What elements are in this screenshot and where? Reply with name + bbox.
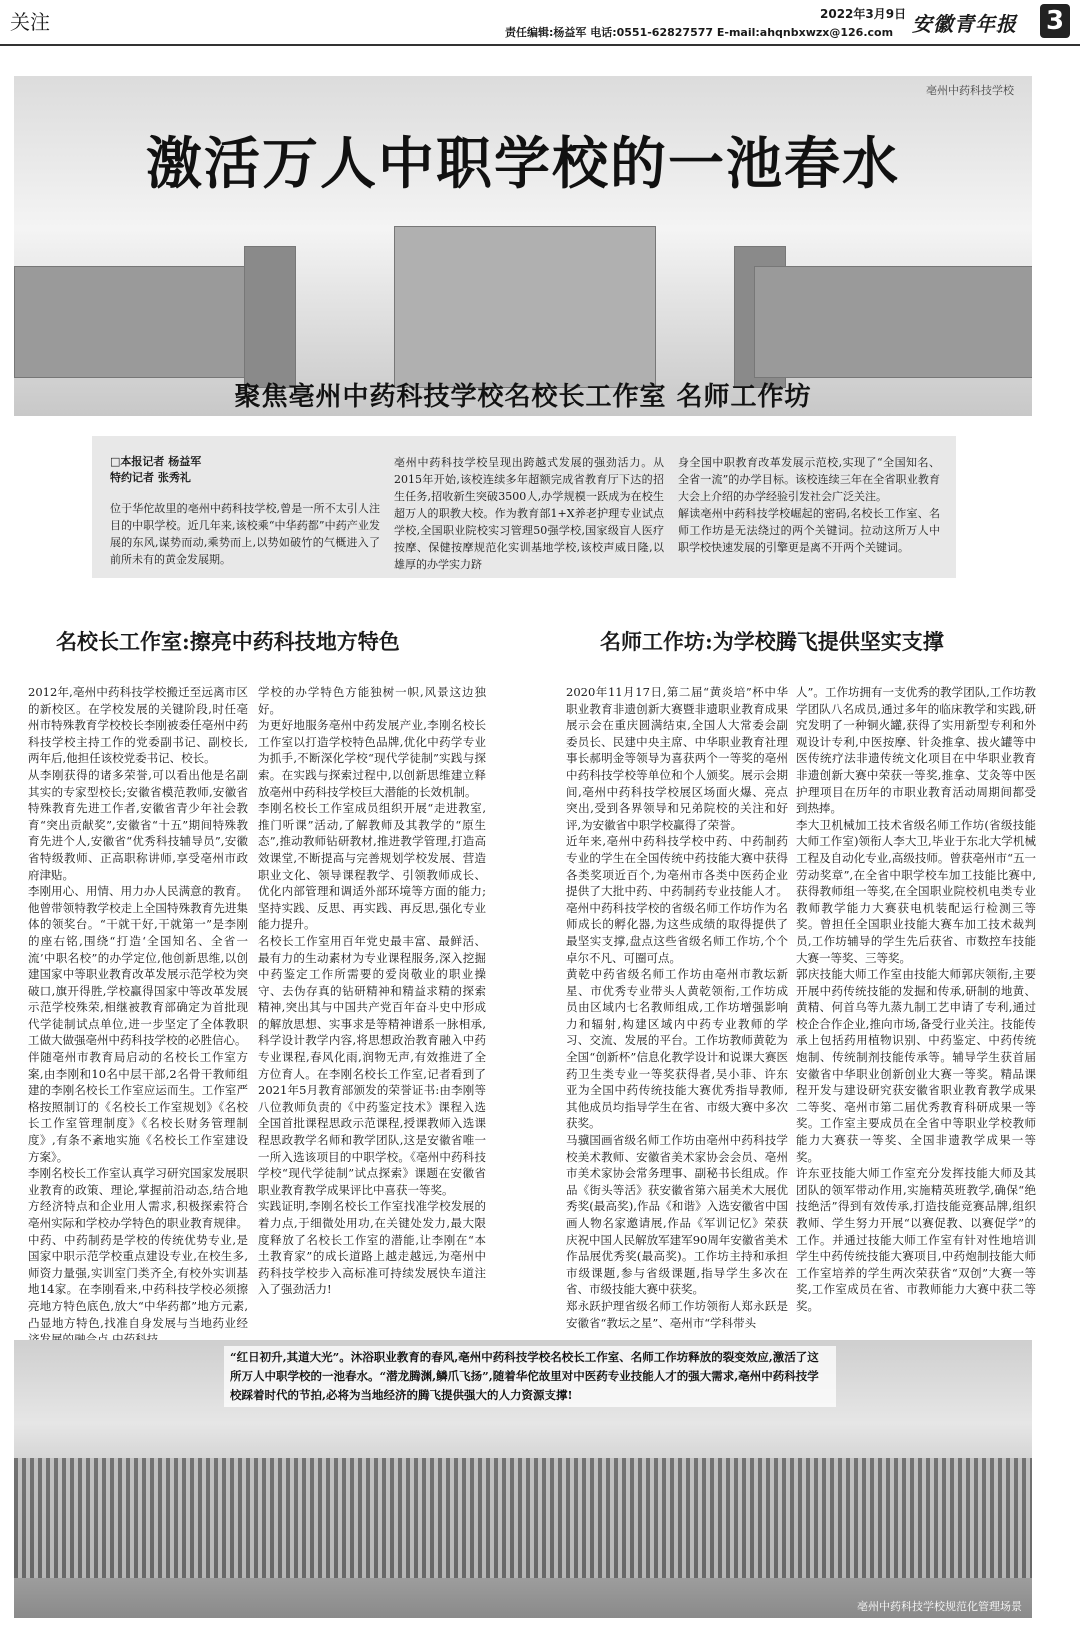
editor-line: 责任编辑:杨益军 电话:0551-62827577 E-mail:ahqnbxwzx@126.com	[505, 26, 894, 39]
gate-left	[244, 246, 296, 388]
student-crowd	[14, 1458, 1032, 1578]
left-heading: 名校长工作室:擦亮中药科技地方特色	[56, 629, 400, 654]
building-right	[754, 266, 1032, 378]
footer-caption: “红日初升,其道大光”。沐浴职业教育的春风,亳州中药科技学校名校长工作室、名师工作坊释放的裂变效应,激活了这所万人中职学校的一池春水。“潜龙腾渊,鳞爪飞扬”,随着华佗故里对中医药专业技能人才的强大需求,亳州中药科技学校踩着时代的节拍,必将为当地经济的腾飞提供强大的人力资源支撑!	[224, 1346, 836, 1407]
main-subtitle: 聚焦亳州中药科技学校名校长工作室 名师工作坊	[234, 382, 812, 412]
intro-col-3: 身全国中职教育改革发展示范校,实现了“全国知名、全省一流”的办学目标。该校连续三年在全省职业教育大会上介绍的办学经验引发社会广泛关注。 解读亳州中药科技学校崛起的密码,名校长工作室、名师工作坊是无法绕过的两个关键词。拉动这所万人中职学校快速发展的引擎更是离不开两个关键词。	[678, 456, 940, 554]
main-title: 激活万人中职学校的一池春水	[146, 131, 900, 197]
page-number: 3	[1040, 4, 1070, 38]
intro-col-2: 亳州中药科技学校呈现出跨越式发展的强劲活力。从2015年开始,该校连续多年超额完成省教育厅下达的招生任务,招收新生突破3500人,办学规模一跃成为在校生超万人的职教大校。作为教育部1+X养老护理专业试点学校,全国职业院校实习管理50强学校,国家级盲人医疗按摩、保健按摩规范化实训基地学校,该校声威日隆,以雄厚的办学实力跻	[394, 456, 664, 571]
left-col-2: 学校的办学特色方能独树一帜,风景这边独好。 为更好地服务亳州中药发展产业,李刚名校长工作室以打造学校特色品牌,优化中药学专业为抓手,不断深化学校“现代学徒制”实践与探索。在实践与探索过程中,以创新思维建立释放亳州中药科技学校巨大潜能的长效机制。 李刚名校长工作室成员组织开展“走进教室,推门听课”活动,了解教师及其教学的“原生态”,推动教师钻研教材,推进教学管理,打造高效课堂,不断提高与完善规划学校发展、营造职业文化、领导课程教学、引领教师成长、优化内部管理和调适外部环境等方面的能力;坚持实践、反思、再实践、再反思,强化专业能力提升。 名校长工作室用百年党史最丰富、最鲜活、最有力的生动素材为专业课程服务,深入挖掘中药鉴定工作所需要的爱岗敬业的职业操守、去伪存真的钻研精神和精益求精的探索精神,突出其与中国共产党百年奋斗史中形成的解放思想、实事求是等精神谱系一脉相承,科学设计教学内容,将思想政治教育融入中药专业课程,春风化雨,润物无声,有效推进了全方位育人。在李刚名校长工作室,记者看到了2021年5月教育部颁发的荣誉证书:由李刚等八位教师负责的《中药鉴定技术》课程入选全国首批课程思政示范课程,授课教师入选课程思政教学名师和教学团队,这是安徽省唯一一所入选该项目的中职学校。《亳州中药科技学校“现代学徒制”试点探索》课题在安徽省职业教育教学成果评比中喜获一等奖。 实践证明,李刚名校长工作室找准学校发展的着力点,于细微处用功,在关键处发力,最大限度释放了名校长工作室的潜能,让李刚在“本土教育家”的成长道路上越走越远,为亳州中药科技学校步入高标准可持续发展快车道注入了强劲活力!	[258, 685, 486, 1297]
section-label: 关注	[10, 10, 50, 34]
left-col-1: 2012年,亳州中药科技学校搬迁至远离市区的新校区。在学校发展的关键阶段,时任亳州市特殊教育学校校长李刚被委任亳州中药科技学校主持工作的党委副书记、副校长,两年后,他担任该校党委书记、校长。 从李刚获得的诸多荣誉,可以看出他是名副其实的专家型校长;安徽省模范教师,安徽省特殊教育先进工作者,安徽省青少年社会教育“突出贡献奖”,安徽省“十五”期间特殊教育先进个人,安徽省“优秀科技辅导员”,安徽省特级教师、正高职称讲师,享受亳州市政府津贴。 李刚用心、用情、用力办人民满意的教育。他曾带领特教学校走上全国特殊教育先进集体的领奖台。“干就干好,干就第一”是李刚的座右铭,围绕“打造‘全国知名、全省一流’中职名校”的办学定位,他创新思维,以创建国家中等职业教育改革发展示范学校为突破口,旗开得胜,学校赢得国家中等改革发展示范学校殊荣,相继被教育部确定为首批现代学徒制试点单位,进一步坚定了全体教职工做大做强亳州中药科技学校的必胜信心。 伴随亳州市教育局启动的名校长工作室方案,由李刚和10名中层干部,2名骨干教师组建的李刚名校长工作室应运而生。工作室严格按照制订的《名校长工作室规划》《名校长工作室管理制度》《名校长财务管理制度》,有条不紊地实施《名校长工作室建设方案》。 李刚名校长工作室认真学习研究国家发展职业教育的政策、理论,掌握前沿动态,结合地方经济特点和企业用人需求,积极探索符合亳州实际和学校办学特色的职业教育规律。中药、中药制药是学校的传统优势专业,是国家中职示范学校重点建设专业,在校生多,师资力量强,实训室门类齐全,有校外实训基地14家。在李刚看来,中药科技学校必须擦亮地方特色底色,放大“中华药都”地方元素,凸显地方特色,找准自身发展与当地药业经	[28, 685, 248, 1330]
main-building	[394, 226, 656, 388]
issue-date: 2022年3月9日	[820, 7, 907, 21]
right-col-2: 人”。工作坊拥有一支优秀的教学团队,工作坊教学团队八名成员,通过多年的临床教学和实践,研究发明了一种铜火罐,获得了实用新型专利和外观设计专利,中医按摩、针灸推拿、拔火罐等中医传统疗法非遗传统文化项目在中华职业教育非遗创新大赛中荣获一等奖,推拿、艾灸等中医护理项目在历年的市职业教育活动周期间都受到热捧。 李大卫机械加工技术省级名师工作坊(省级技能大师工作室)领衔人李大卫,毕业于东北大学机械工程及自动化专业,高级技师。曾获亳州市“五一劳动奖章”,在全省中职学校车加工技能比赛中,获得教师组一等奖,在全国职业院校机电类专业教师教学能力大赛获电机装配运行检测三等奖。曾担任全国职业技能大赛车加工技术裁判员,工作坊辅导的学生先后获省、市数控车技能大赛一等奖、三等奖。 郭庆技能大师工作室由技能大师郭庆领衔,主要开展中药传统技能的发掘和传承,研制的地黄、黄精、何首乌等九蒸九制工艺申请了专利,通过校企合作企业,推向市场,备受行业关注。技能传承上包括药用植物识别、中药鉴定、中药传统炮制、传统制剂技能传承等。辅导学生获首届安徽省中华职业创新创业大赛一等奖。精品课程开发与建设研究获安徽省职业教育教学成果二等奖、亳州市第二届优秀教育科研成果一等奖。工作室主要成员在全省中等职业学校教师能力大赛获一等奖、全国非遗教学成果一等奖。 许东亚技能大师工作室充分发挥技能大师及其团队的领军带动作用,实施精英班教学,确保“绝技绝活”得到有效传承,打造技能竞赛品牌,组织教师、学生努力开展“以赛促教、以赛促学”的工作。并通过技能大师工作室有针对性地培训学生中药传统技能大赛项目,中药炮制技能大师工作室培养的学生两次荣获省“双创”大赛一等奖,工作室成员在省、市教师能力大赛中获二等奖。	[796, 685, 1036, 1313]
intro-box	[92, 436, 956, 578]
byline: □本报记者 杨益军 特约记者 张秀礼	[110, 455, 202, 484]
hero-school-tag: 亳州中药科技学校	[926, 84, 1014, 97]
footer-label: 亳州中药科技学校规范化管理场景	[857, 1600, 1022, 1613]
right-col-1: 2020年11月17日,第二届“黄炎培”杯中华职业教育非遗创新大赛暨非遗职业教育成果展示会在重庆圆满结束,全国人大常委会副委员长、民建中央主席、中华职业教育社理事长郝明金等领导为喜获两个一等奖的亳州中药科技学校等单位和个人颁奖。展示会期间,亳州中药科技学校展区场面火爆、亮点突出,受到各界领导和兄弟院校的关注和好评,为安徽省中职学校赢得了荣誉。 近年来,亳州中药科技学校中药、中药制药专业的学生在全国传统中药技能大赛中获得各类奖项近百个,为亳州市各类中医药企业提供了大批中药、中药制药专业技能人才。亳州中药科技学校的省级名师工作坊作为名师成长的孵化器,为这些成绩的取得提供了最坚实支撑,盘点这些省级名师工作坊,个个卓尔不凡、可圈可点。 黄乾中药省级名师工作坊由亳州市教坛新星、市优秀专业带头人黄乾领衔,工作坊成员由区域内七名教师组成,工作坊增强影响力和辐射,构建区域内中药专业教师的学习、交流、发展的平台。工作坊教师黄乾为全国“创新杯”信息化教学设计和说课大赛医药卫生类专业一等奖获得者,吴小菲、许东亚为全国中药传统技能大赛优秀指导教师,其他成员均指导学生在省、市级大赛中多次获奖。 马骥国画省级名师工作坊由亳州中药科技学校美术教师、安徽省美术家协会会员、亳州市美术家协会常务理事、副秘书长组成。作品《街头等活》获安徽省第六届美术大展优秀奖(最高奖),作品《和谐》入选安徽省中国画人物名家邀请展,作品《军训记忆》荣获庆祝中国人民解放军建军90周年安徽省美术作品展优秀奖(最高奖)。工作坊主持和承担市级课题,参与省级课题,指导学生多次在省、市级技能大赛中获奖。 郑永跃护理省级名师工作坊领衔人郑永跃是安徽省“教坛之星”、亳州市“学科带头	[566, 685, 788, 1330]
page-header	[0, 0, 1080, 46]
newspaper-logo: 安徽青年报	[912, 12, 1017, 36]
hero-image	[14, 76, 1032, 416]
footer-photo	[14, 1340, 1032, 1618]
right-heading: 名师工作坊:为学校腾飞提供坚实支撑	[600, 629, 944, 654]
intro-col-1: 位于华佗故里的亳州中药科技学校,曾是一所不太引人注目的中职学校。近几年来,该校乘“中华药都”中药产业发展的东风,谋势而动,乘势而上,以势如破竹的气概进入了前所未有的黄金发展期。	[110, 502, 380, 566]
